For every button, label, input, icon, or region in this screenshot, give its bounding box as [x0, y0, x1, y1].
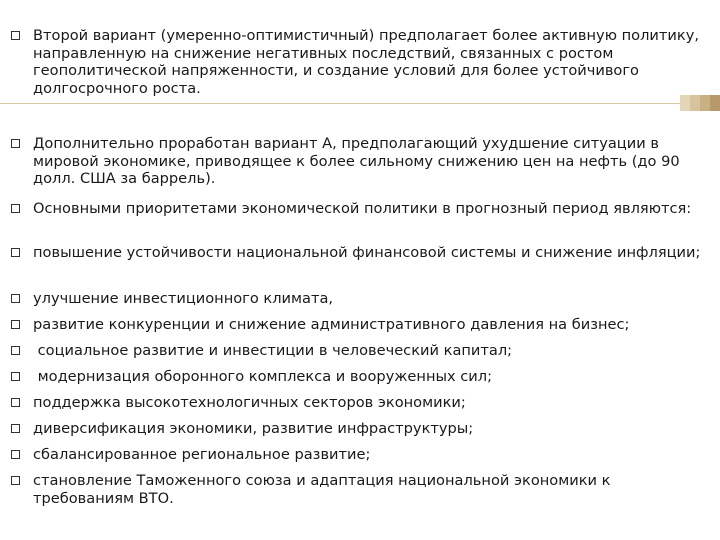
square-bullet-icon [11, 450, 20, 459]
accent-block [690, 95, 700, 111]
accent-block [710, 95, 720, 111]
list-item-text: диверсификация экономики, развитие инфраструктуры; [33, 420, 474, 437]
list-item-text: Дополнительно проработан вариант А, предполагающий ухудшение ситуации в мировой экономике, приводящее к более сильному снижению цен на нефть (до 90 долл. США за баррель). [33, 135, 685, 187]
list-item-text: развитие конкуренции и снижение административного давления на бизнес; [33, 316, 630, 333]
square-bullet-icon [11, 476, 20, 485]
square-bullet-icon [11, 248, 20, 257]
accent-block [680, 95, 690, 111]
list-item-text: модернизация оборонного комплекса и вооруженных сил; [33, 368, 493, 385]
square-bullet-icon [11, 320, 20, 329]
section-divider [0, 103, 680, 104]
square-bullet-icon [11, 204, 20, 213]
list-item-text: повышение устойчивости национальной финансовой системы и снижение инфляции; [33, 244, 701, 261]
list-item-text: Основными приоритетами экономической политики в прогнозный период являются: [33, 200, 692, 217]
list-item-text: улучшение инвестиционного климата, [33, 290, 334, 307]
square-bullet-icon [11, 424, 20, 433]
list-item-text: становление Таможенного союза и адаптация национальной экономики к требованиям ВТО. [33, 472, 616, 507]
list-item-text: сбалансированное региональное развитие; [33, 446, 371, 463]
list-item-text: поддержка высокотехнологичных секторов экономики; [33, 394, 466, 411]
square-bullet-icon [11, 139, 20, 148]
accent-block [700, 95, 710, 111]
square-bullet-icon [11, 398, 20, 407]
list-item-text: Второй вариант (умеренно-оптимистичный) предполагает более активную политику, направленную на снижение негативных последствий, связанных с ростом геополитической напряженности, и создание условий для более устойчивого долгосрочного роста. [33, 27, 704, 97]
divider-accent-blocks [680, 95, 720, 111]
square-bullet-icon [11, 346, 20, 355]
square-bullet-icon [11, 294, 20, 303]
list-item-text: социальное развитие и инвестиции в человеческий капитал; [33, 342, 513, 359]
square-bullet-icon [11, 31, 20, 40]
square-bullet-icon [11, 372, 20, 381]
